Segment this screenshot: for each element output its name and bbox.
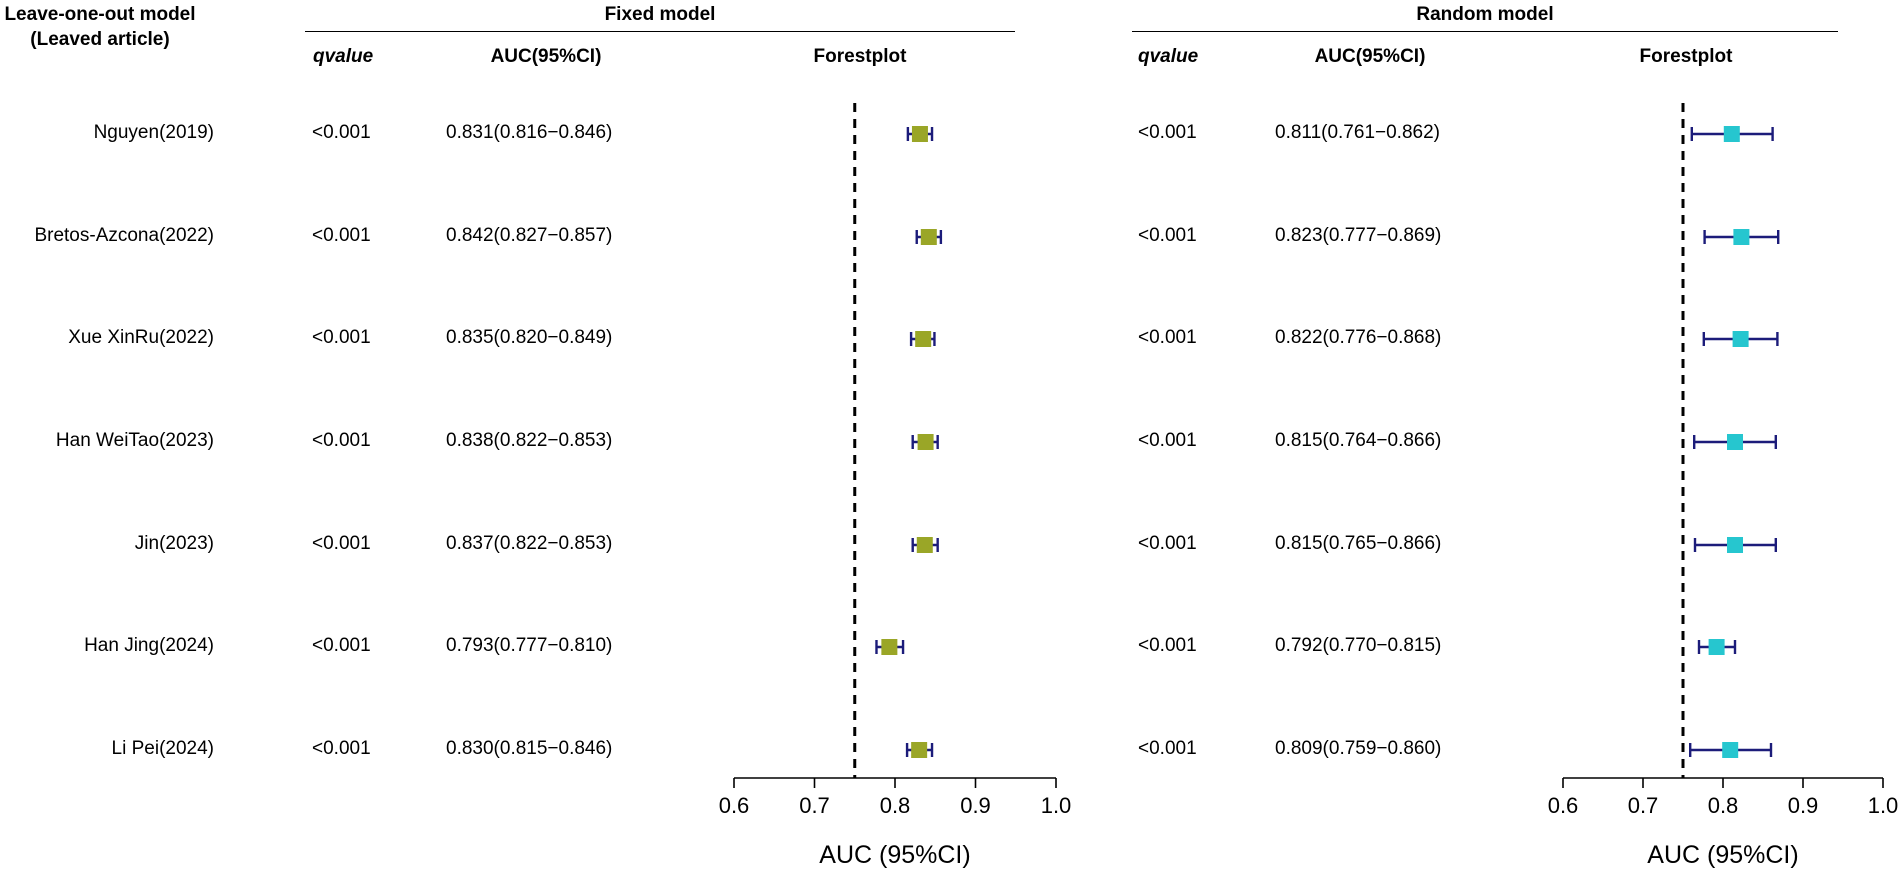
fixed-auc-value: 0.838(0.822−0.853) [446, 430, 613, 451]
fixed-qvalue: <0.001 [312, 327, 371, 348]
fixed-x-tick-label: 0.7 [799, 793, 830, 818]
random-estimate-marker [1733, 331, 1749, 347]
random-qvalue: <0.001 [1138, 122, 1197, 143]
study-label: Bretos-Azcona(2022) [34, 225, 214, 246]
study-label: Jin(2023) [134, 533, 214, 554]
fixed-auc-value: 0.830(0.815−0.846) [446, 738, 613, 759]
study-label: Han WeiTao(2023) [55, 430, 214, 451]
fixed-model-title: Fixed model [604, 4, 716, 25]
fixed-qvalue-header: qvalue [313, 46, 374, 67]
fixed-estimate-marker [915, 331, 931, 347]
random-x-tick-label: 1.0 [1867, 793, 1899, 818]
random-qvalue: <0.001 [1138, 635, 1197, 656]
study-label: Nguyen(2019) [93, 122, 214, 143]
random-x-tick-label: 0.8 [1707, 793, 1739, 818]
fixed-x-tick-label: 0.9 [960, 793, 991, 818]
random-auc-value: 0.815(0.764−0.866) [1275, 430, 1442, 451]
fixed-qvalue: <0.001 [312, 533, 371, 554]
random-auc-value: 0.823(0.777−0.869) [1275, 225, 1442, 246]
fixed-forestplot-header: Forestplot [813, 46, 907, 67]
random-estimate-marker [1709, 639, 1725, 655]
fixed-estimate-marker [911, 742, 927, 758]
fixed-estimate-marker [921, 229, 937, 245]
random-x-axis-label: AUC (95%CI) [1647, 841, 1799, 869]
random-x-tick-label: 0.7 [1627, 793, 1659, 818]
random-auc-value: 0.815(0.765−0.866) [1275, 533, 1442, 554]
random-forestplot-header: Forestplot [1639, 46, 1733, 67]
random-estimate-marker [1733, 229, 1749, 245]
fixed-qvalue: <0.001 [312, 635, 371, 656]
fixed-qvalue: <0.001 [312, 738, 371, 759]
fixed-x-tick-label: 0.8 [879, 793, 911, 818]
random-estimate-marker [1724, 126, 1740, 142]
random-auc-header: AUC(95%CI) [1314, 46, 1426, 67]
fixed-x-tick-label: 0.6 [718, 793, 750, 818]
random-auc-value: 0.792(0.770−0.815) [1275, 635, 1442, 656]
fixed-auc-value: 0.837(0.822−0.853) [446, 533, 613, 554]
random-qvalue: <0.001 [1138, 430, 1197, 451]
fixed-auc-header: AUC(95%CI) [490, 46, 602, 67]
random-auc-value: 0.822(0.776−0.868) [1275, 327, 1442, 348]
fixed-auc-value: 0.793(0.777−0.810) [446, 635, 613, 656]
random-auc-value: 0.809(0.759−0.860) [1275, 738, 1442, 759]
column-label-line1: Leave-one-out model [4, 4, 196, 25]
fixed-estimate-marker [881, 639, 897, 655]
random-qvalue: <0.001 [1138, 327, 1197, 348]
fixed-estimate-marker [918, 434, 934, 450]
fixed-qvalue: <0.001 [312, 122, 371, 143]
random-x-tick-label: 0.9 [1787, 793, 1819, 818]
random-estimate-marker [1727, 537, 1743, 553]
fixed-auc-value: 0.835(0.820−0.849) [446, 327, 613, 348]
random-qvalue: <0.001 [1138, 738, 1197, 759]
random-qvalue: <0.001 [1138, 533, 1197, 554]
fixed-qvalue: <0.001 [312, 225, 371, 246]
fixed-x-tick-label: 1.0 [1040, 793, 1072, 818]
fixed-auc-value: 0.831(0.816−0.846) [446, 122, 613, 143]
random-qvalue-header: qvalue [1138, 46, 1199, 67]
study-label: Xue XinRu(2022) [68, 327, 214, 348]
fixed-estimate-marker [917, 537, 933, 553]
fixed-auc-value: 0.842(0.827−0.857) [446, 225, 613, 246]
column-label-line2: (Leaved article) [30, 29, 170, 50]
random-estimate-marker [1722, 742, 1738, 758]
random-qvalue: <0.001 [1138, 225, 1197, 246]
fixed-x-axis-label: AUC (95%CI) [819, 841, 971, 869]
study-label: Li Pei(2024) [111, 738, 214, 759]
study-label: Han Jing(2024) [84, 635, 214, 656]
fixed-estimate-marker [912, 126, 928, 142]
random-model-title: Random model [1416, 4, 1554, 25]
random-estimate-marker [1727, 434, 1743, 450]
random-x-tick-label: 0.6 [1547, 793, 1579, 818]
fixed-qvalue: <0.001 [312, 430, 371, 451]
random-auc-value: 0.811(0.761−0.862) [1275, 122, 1440, 143]
